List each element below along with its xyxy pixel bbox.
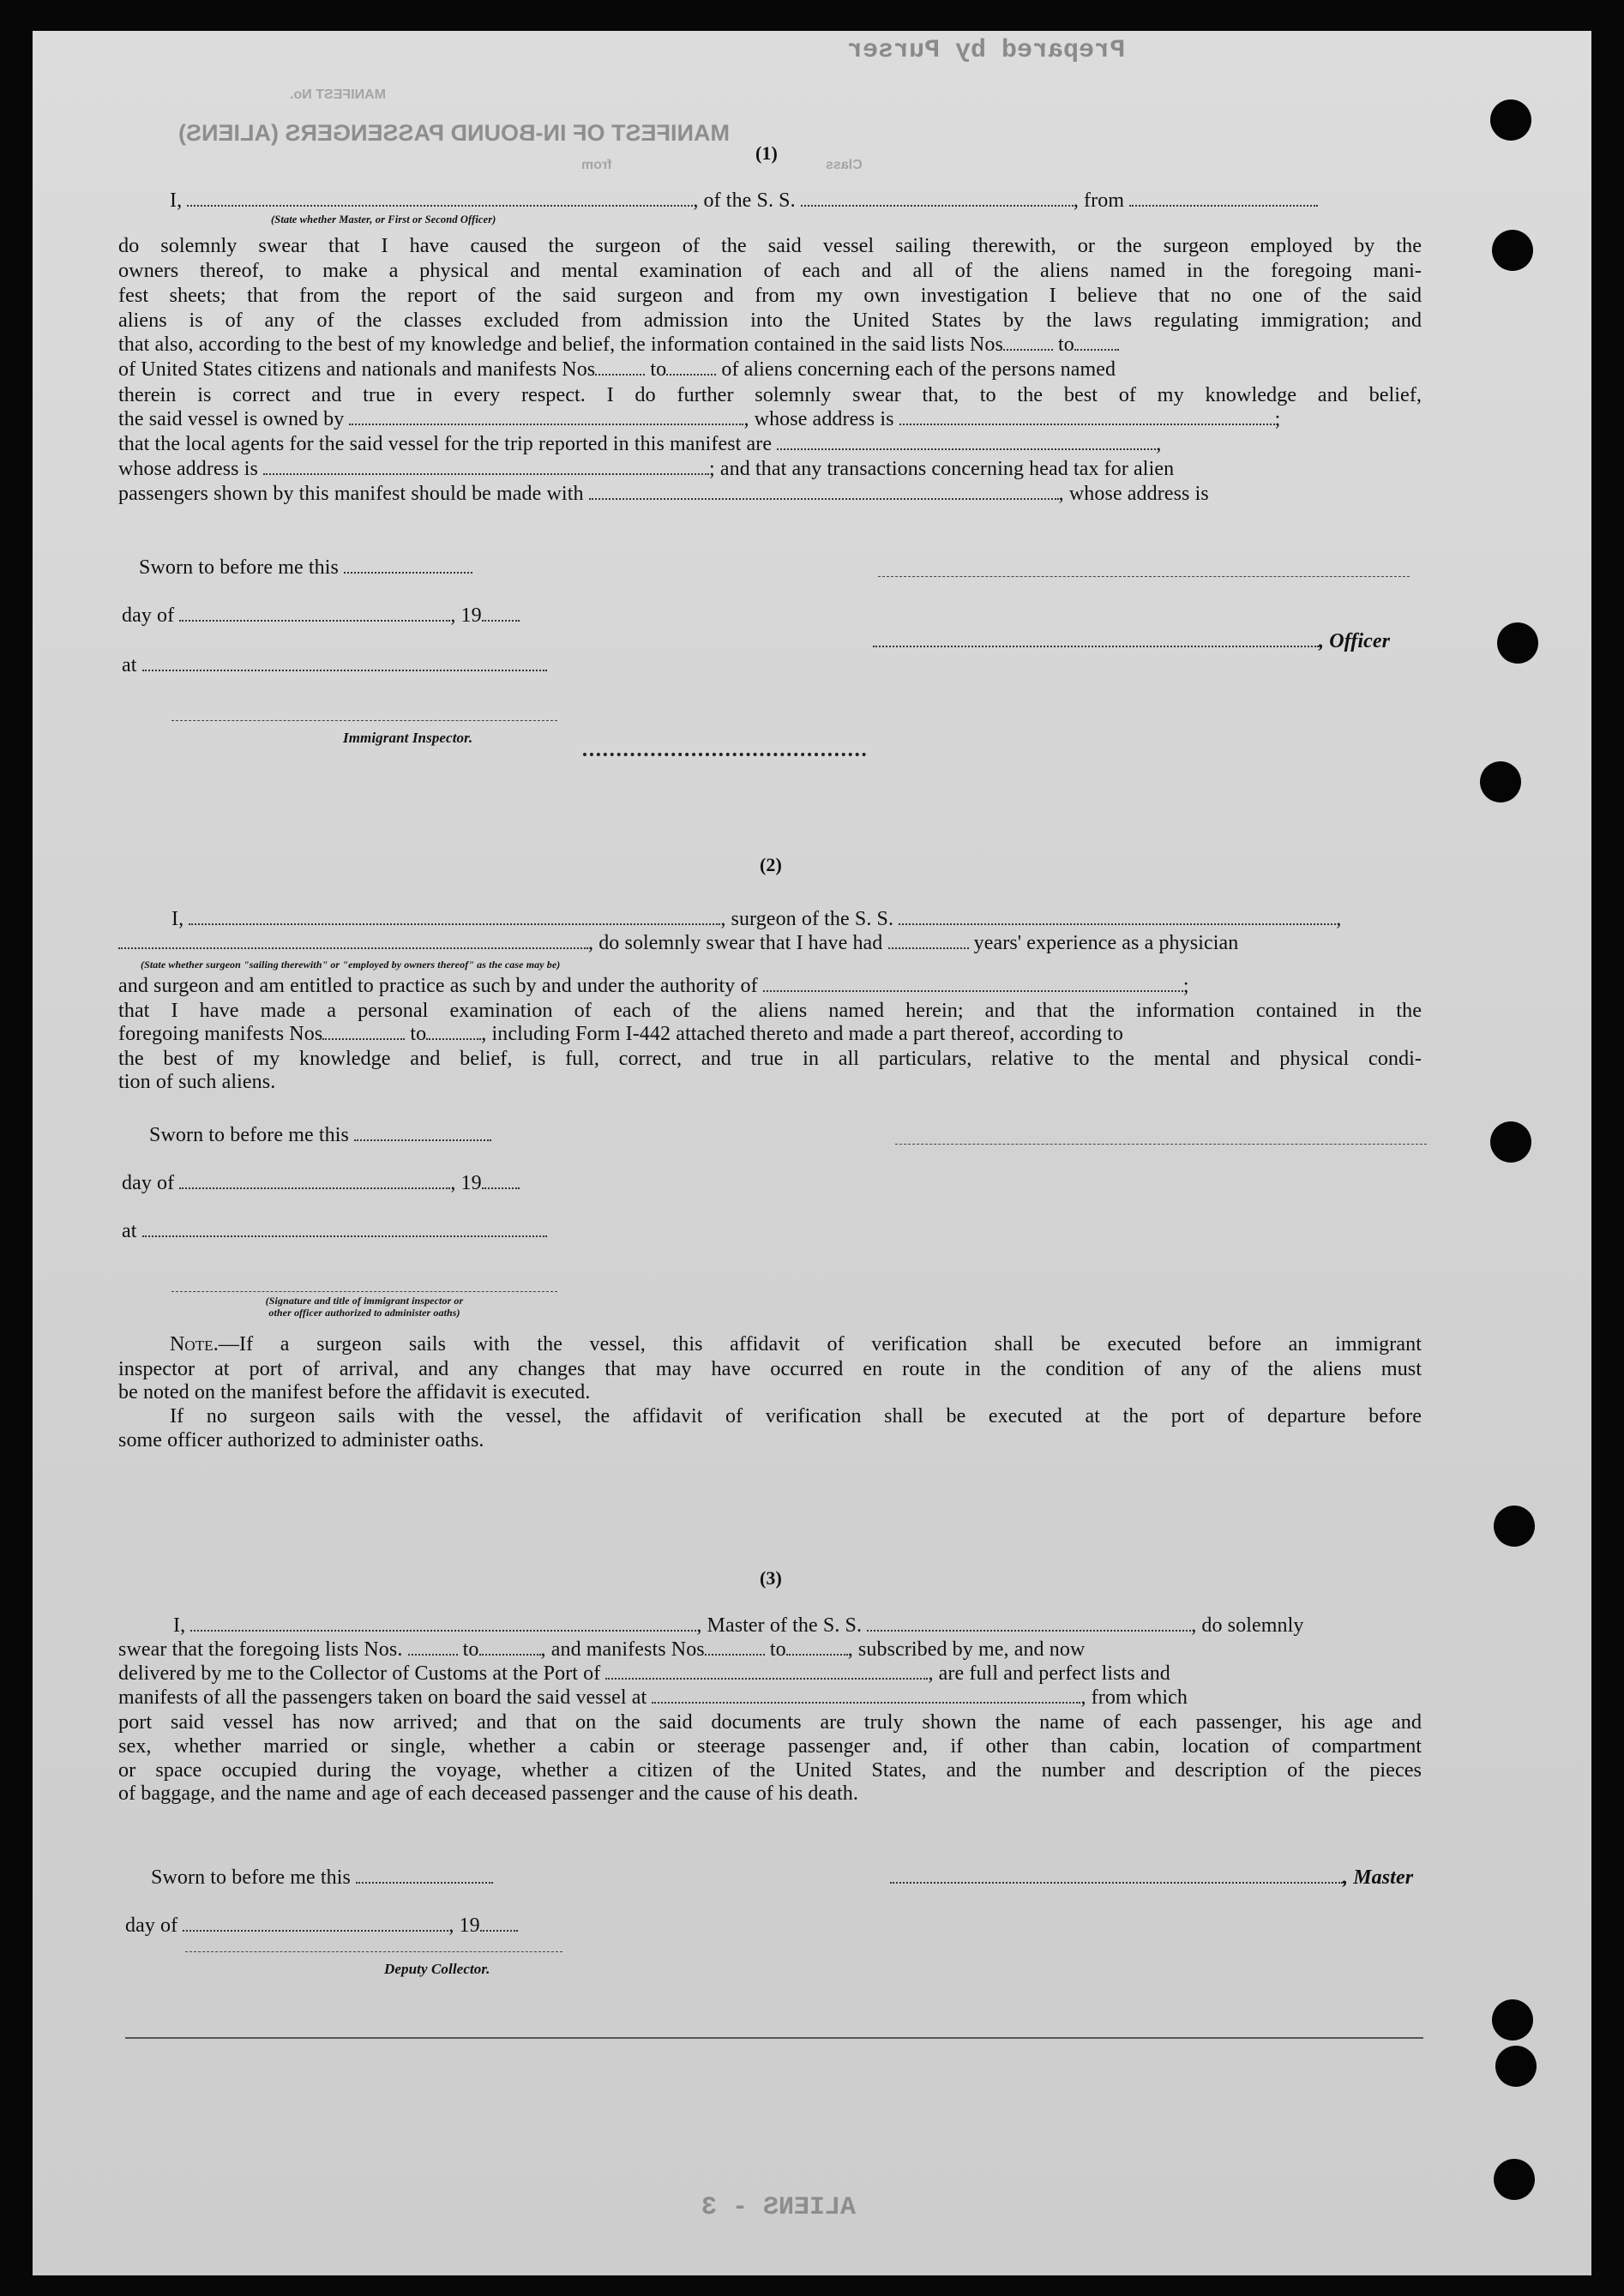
punch-hole: [1495, 2046, 1537, 2087]
note-line-1: [170, 1332, 1422, 1357]
section-3-line-1: [173, 1614, 1303, 1638]
note-line-4: If no surgeon sails with the vessel, the affidavit of verification shall be executed at the port of departure before: [170, 1405, 1422, 1427]
authority-text: and surgeon and am entitled to practice as such by and under the authority of: [118, 975, 758, 997]
whose-address-text: , whose address is: [743, 408, 894, 430]
master-line: [890, 1866, 1413, 1890]
bottom-rule: [125, 2037, 1423, 2039]
lists-from-field[interactable]: [1003, 334, 1053, 351]
port-field[interactable]: [605, 1662, 928, 1680]
sworn-line-3: [151, 1866, 493, 1890]
place-field[interactable]: [142, 654, 547, 671]
section-3-line-2: [118, 1638, 1085, 1662]
solemnly-swear-text: , do solemnly swear that I have had: [588, 932, 883, 954]
month-field-2[interactable]: [179, 1172, 450, 1189]
full-perfect-text: , are full and perfect lists and: [928, 1662, 1170, 1685]
made-with-text: passengers shown by this manifest should be made with: [118, 483, 584, 505]
from-text: , from: [1073, 189, 1125, 212]
years-experience-text: years' experience as a physician: [973, 932, 1239, 954]
section-3-line-7: or space occupied during the voyage, whether a citizen of the United States, and the number and description of the pieces: [118, 1758, 1422, 1782]
sworn-day-field[interactable]: [344, 556, 472, 574]
to-text: to: [462, 1638, 479, 1661]
sworn-text: Sworn to before me this: [149, 1124, 349, 1146]
embark-port-field[interactable]: [652, 1686, 1080, 1704]
pronoun: I,: [171, 908, 184, 930]
pronoun: I,: [170, 189, 183, 212]
section-1-line-5: aliens is of any of the classes excluded from admission into the United States by the laws regulating immigration; and: [118, 309, 1422, 332]
semicolon: ;: [1274, 408, 1281, 430]
surgeon-status-field[interactable]: [118, 932, 588, 949]
punch-hole: [1490, 99, 1531, 141]
lists-to-field[interactable]: [1074, 334, 1119, 351]
comma: ,: [1156, 433, 1162, 455]
section-1-line-9: [118, 407, 1280, 432]
taken-on-board-text: manifests of all the passengers taken on board the said vessel at: [118, 1686, 647, 1709]
collector-signature-line[interactable]: [185, 1951, 562, 1952]
day-of-text: day of: [125, 1914, 178, 1937]
section-1-line-4: fest sheets; that from the report of the said surgeon and from my own investigation I believe that no one of the said: [118, 284, 1422, 307]
section-1-number: (1): [755, 142, 778, 164]
surgeon-vessel-field[interactable]: [899, 908, 1336, 925]
day-of-line-1: [122, 604, 520, 628]
signature-note-2: other officer authorized to administer oaths): [268, 1307, 460, 1319]
owned-by-text: the said vessel is owned by: [118, 408, 345, 430]
master-name-field[interactable]: [190, 1614, 696, 1632]
head-tax-text: ; and that any transactions concerning head tax for alien: [709, 458, 1175, 480]
dotted-rule: [583, 753, 866, 756]
aliens-text: of aliens concerning each of the persons named: [721, 358, 1116, 381]
faint-header-title: MANIFEST OF IN-BOUND PASSENGERS (ALIENS): [178, 120, 731, 146]
section-1-line-12: [118, 482, 1209, 507]
surgeon-of-text: , surgeon of the S. S.: [720, 908, 894, 930]
manifest-page: [33, 31, 1591, 2275]
section-1-line-2: do solemnly swear that I have caused the surgeon of the said vessel sailing therewith, or the surgeon employed by the: [118, 234, 1422, 257]
section-3-line-4: [118, 1686, 1188, 1710]
section-2-line-4: that I have made a personal examination of each of the aliens named herein; and that the information contained in the: [118, 999, 1422, 1022]
owner-address-field[interactable]: [899, 408, 1275, 425]
of-ss-text: , of the S. S.: [693, 189, 796, 212]
section-1-line-10: [118, 432, 1161, 457]
agents-address-field[interactable]: [263, 458, 709, 475]
master-lists-from-field[interactable]: [408, 1638, 458, 1656]
year-field[interactable]: [482, 604, 520, 622]
departure-port-field[interactable]: [1129, 189, 1318, 207]
vessel-name-field[interactable]: [801, 189, 1074, 207]
section-2-line-6: the best of my knowledge and belief, is full, correct, and true in all particulars, relative to the mental and physical condi-: [118, 1047, 1422, 1070]
from-which-text: , from which: [1080, 1686, 1188, 1709]
surgeon-name-field[interactable]: [189, 908, 720, 925]
do-solemnly-text: , do solemnly: [1191, 1614, 1304, 1637]
at-line-1: [122, 653, 547, 678]
collector-text: delivered by me to the Collector of Customs at the Port of: [118, 1662, 601, 1685]
to-text: to: [410, 1023, 427, 1045]
whose-address-text: , whose address is: [1058, 483, 1209, 505]
year-text: , 19: [450, 604, 482, 627]
foregoing-manifests-text: foregoing manifests Nos: [118, 1023, 323, 1045]
sworn-line-1: [139, 556, 472, 580]
surgeon-signature-line[interactable]: [895, 1144, 1427, 1145]
section-2-line-7: tion of such aliens.: [118, 1071, 276, 1093]
master-signature-field[interactable]: [890, 1866, 1343, 1884]
inspector-signature-line-2[interactable]: [171, 1291, 557, 1292]
master-label: , Master: [1343, 1866, 1414, 1889]
semicolon: ;: [1182, 975, 1189, 997]
years-experience-field[interactable]: [888, 932, 969, 949]
punch-hole: [1492, 230, 1533, 271]
section-3-line-8: of baggage, and the name and age of each deceased passenger and the cause of his death.: [118, 1782, 858, 1805]
punch-hole: [1480, 761, 1521, 802]
sworn-line-2: [149, 1123, 491, 1148]
manifests-to-field[interactable]: [666, 358, 716, 376]
to-text: to: [650, 358, 667, 381]
officer-signature-field[interactable]: [873, 630, 1319, 647]
master-manifests-from-field[interactable]: [705, 1638, 765, 1656]
lists-text: that also, according to the best of my knowledge and belief, the information contained in the said lists Nos: [118, 334, 1003, 356]
page-number-stamp: ALIENS - 3: [701, 2193, 857, 2222]
sworn-day-field-3[interactable]: [356, 1866, 493, 1884]
note-line-5: some officer authorized to administer oaths.: [118, 1429, 484, 1452]
deputy-collector-label: Deputy Collector.: [384, 1961, 490, 1977]
surgeon-manifests-from-field[interactable]: [322, 1023, 405, 1040]
section-1-line-11: [118, 457, 1174, 482]
punch-hole: [1494, 1506, 1535, 1547]
officer-rank-note: (State whether Master, or First or Second Officer): [271, 213, 496, 225]
local-agents-field[interactable]: [777, 433, 1156, 450]
section-1-line-8: therein is correct and true in every respect. I do further solemnly swear that, to the best of my knowledge and belief,: [118, 383, 1422, 406]
faint-from-label: from: [581, 158, 612, 172]
surgeon-status-note: (State whether surgeon "sailing therewith" or "employed by owners thereof" as the case may be): [141, 959, 561, 971]
pronoun: I,: [173, 1614, 186, 1637]
month-field-3[interactable]: [183, 1914, 448, 1932]
faint-class-label: Class: [826, 158, 863, 172]
manifests-from-field[interactable]: [595, 358, 645, 376]
to-text: to: [769, 1638, 786, 1661]
master-lists-to-field[interactable]: [479, 1638, 541, 1656]
at-text: at: [122, 1220, 137, 1242]
section-3-line-3: [118, 1662, 1170, 1686]
officer-line: [873, 629, 1390, 654]
manifests-text: of United States citizens and nationals and manifests Nos: [118, 358, 596, 381]
whose-address-text: whose address is: [118, 458, 258, 480]
master-of-text: , Master of the S. S.: [696, 1614, 863, 1637]
prepared-by-stamp: Prepared by Purser: [847, 36, 1126, 65]
inspector-label: Immigrant Inspector.: [343, 730, 473, 746]
sworn-text: Sworn to before me this: [151, 1866, 351, 1889]
officer-name-field[interactable]: [187, 189, 693, 207]
note-line-2: inspector at port of arrival, and any changes that may have occurred en route in the condition of any of the aliens must: [118, 1357, 1422, 1380]
place-field-2[interactable]: [142, 1220, 547, 1237]
year-field-2[interactable]: [482, 1172, 520, 1189]
to-text: to: [1058, 334, 1074, 356]
punch-hole: [1490, 1121, 1531, 1163]
day-of-line-2: [122, 1171, 520, 1196]
year-text: , 19: [448, 1914, 480, 1937]
form-text: , including Form I-442 attached thereto and made a part thereof, according to: [481, 1023, 1124, 1045]
section-1-line-3: owners thereof, to make a physical and mental examination of each and all of the aliens named in the foregoing mani-: [118, 259, 1422, 282]
at-line-2: [122, 1219, 547, 1244]
section-2-number: (2): [760, 854, 782, 875]
owner-field[interactable]: [349, 408, 743, 425]
section-1-line-6: [118, 333, 1119, 358]
section-3-number: (3): [760, 1567, 782, 1589]
head-tax-party-field[interactable]: [589, 483, 1059, 500]
comma: ,: [1336, 908, 1342, 930]
punch-hole: [1497, 622, 1538, 664]
at-text: at: [122, 654, 137, 676]
sworn-text: Sworn to before me this: [139, 556, 339, 579]
section-2-line-3: [118, 974, 1189, 999]
year-text: , 19: [450, 1172, 482, 1194]
master-manifests-to-field[interactable]: [786, 1638, 848, 1656]
sworn-day-field-2[interactable]: [354, 1124, 491, 1141]
section-1-line-7: [118, 358, 1116, 382]
section-3-line-5: port said vessel has now arrived; and that on the said documents are truly shown the name of each passenger, his age and: [118, 1710, 1422, 1734]
inspector-signature-line[interactable]: [171, 720, 557, 721]
punch-hole: [1494, 2159, 1535, 2200]
month-field[interactable]: [179, 604, 450, 622]
master-vessel-field[interactable]: [867, 1614, 1191, 1632]
surgeon-manifests-to-field[interactable]: [426, 1023, 481, 1040]
and-manifests-text: , and manifests Nos: [540, 1638, 705, 1661]
year-field-3[interactable]: [480, 1914, 518, 1932]
local-agents-text: that the local agents for the said vessel for the trip reported in this manifest are: [118, 433, 773, 455]
signature-note-1: (Signature and title of immigrant inspector or: [265, 1295, 464, 1307]
authority-field[interactable]: [763, 975, 1183, 992]
section-2-line-5: [118, 1022, 1123, 1047]
officer-signature-line[interactable]: [878, 576, 1410, 577]
faint-manifest-no: MANIFEST No.: [290, 87, 386, 102]
punch-hole: [1492, 1999, 1533, 2041]
note-line-3: be noted on the manifest before the affidavit is executed.: [118, 1381, 591, 1403]
section-2-line-1: [171, 907, 1341, 932]
foregoing-lists-text: swear that the foregoing lists Nos.: [118, 1638, 403, 1661]
day-of-text: day of: [122, 1172, 175, 1194]
subscribed-text: , subscribed by me, and now: [847, 1638, 1086, 1661]
note-label: Note.: [170, 1333, 219, 1355]
note-text-1: —If a surgeon sails with the vessel, this affidavit of verification shall be executed before an immigrant: [218, 1333, 1422, 1355]
section-3-line-6: sex, whether married or single, whether a cabin or steerage passenger and, if other than cabin, location of compartment: [118, 1734, 1422, 1758]
day-of-text: day of: [122, 604, 175, 627]
day-of-line-3: [125, 1914, 518, 1938]
officer-label: , Officer: [1319, 630, 1391, 652]
